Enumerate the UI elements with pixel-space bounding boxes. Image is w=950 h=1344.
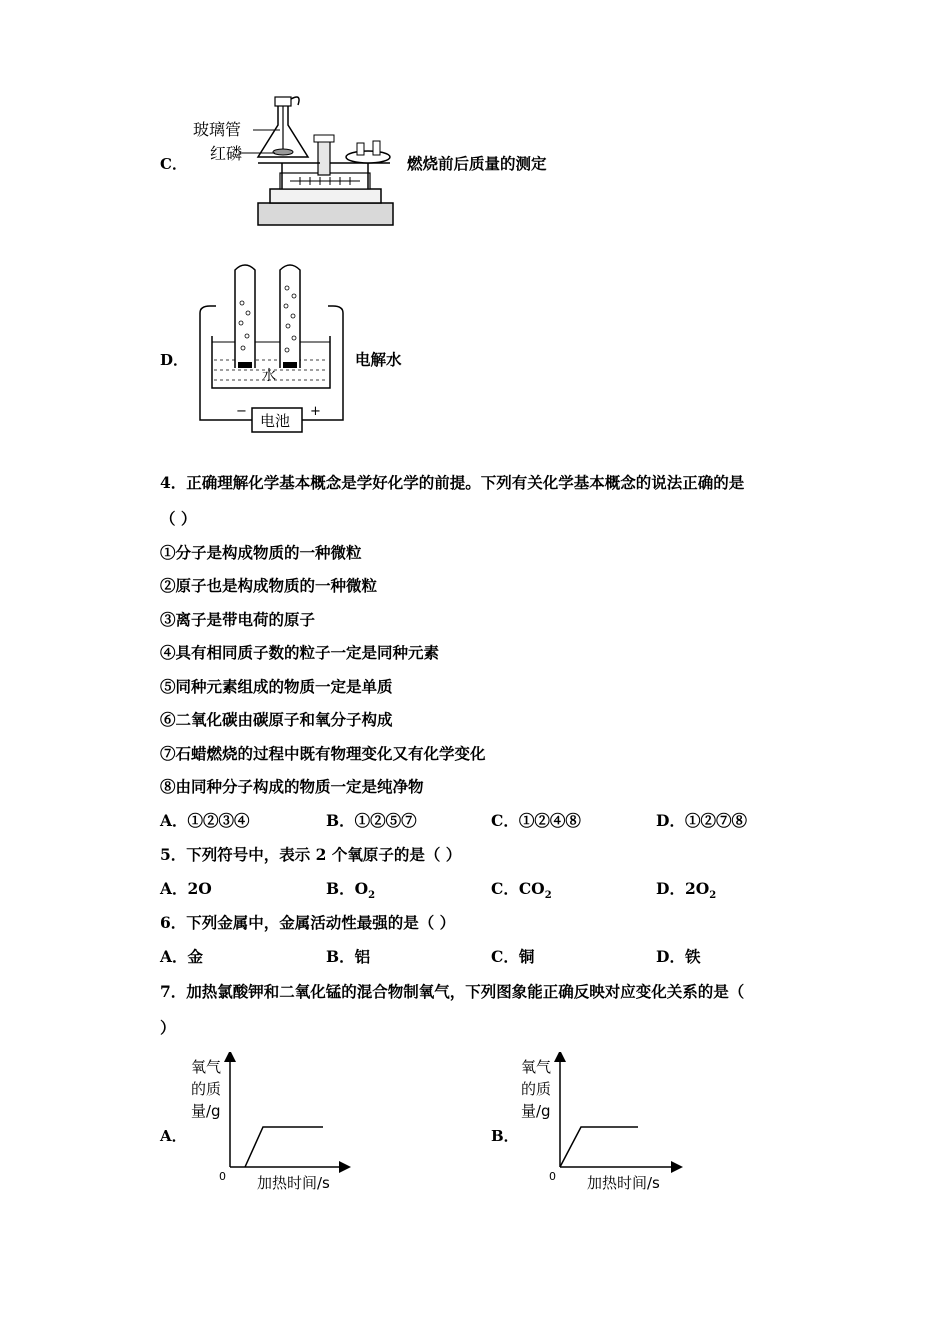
q6-option-b: B．铝 [326, 947, 371, 966]
balance-figure [190, 85, 410, 230]
q4-statement: ⑦石蜡燃烧的过程中既有物理变化又有化学变化 [160, 744, 486, 763]
graph-a-ylabel: 量/g [191, 1102, 221, 1120]
minus-sign: − [236, 404, 247, 419]
option-d-label: D． [160, 351, 189, 369]
q4-option-c: C．①②④⑧ [491, 811, 581, 830]
graph-b-xlabel: 加热时间/s [587, 1174, 660, 1192]
graph-a-origin: 0 [219, 1170, 226, 1183]
q4-statement: ②原子也是构成物质的一种微粒 [160, 576, 378, 595]
graph-a-label: A． [160, 1127, 187, 1145]
option-c-caption: 燃烧前后质量的测定 [407, 154, 547, 173]
q4-statement: ⑥二氧化碳由碳原子和氧分子构成 [160, 710, 393, 729]
graph-a-curve [245, 1127, 323, 1167]
graph-b [515, 1052, 685, 1192]
option-d-caption: 电解水 [355, 350, 402, 369]
plus-sign: + [310, 404, 321, 419]
q5-stem: 5．下列符号中，表示 2 个氧原子的是（ ） [160, 845, 462, 864]
q4-stem-brackets: （ ） [160, 509, 197, 528]
q4-stem: 4．正确理解化学基本概念是学好化学的前提。下列有关化学基本概念的说法正确的是 [160, 473, 745, 492]
graph-b-origin: 0 [549, 1170, 556, 1183]
q5-option-d: D．$2O_2$ [656, 879, 717, 902]
red-phosphorus-label: 红磷 [210, 144, 243, 163]
option-c-label: C． [160, 155, 187, 173]
graph-b-ylabel: 氧气 [521, 1058, 552, 1076]
q4-statement: ①分子是构成物质的一种微粒 [160, 543, 362, 562]
q4-option-a: A．①②③④ [160, 811, 250, 830]
q6-option-a: A．金 [160, 947, 204, 966]
q7-stem-bracket: ） [160, 1018, 176, 1037]
q5-option-a: A．2O [160, 879, 212, 898]
water-label: 水 [262, 368, 276, 384]
glass-tube-label: 玻璃管 [193, 120, 242, 139]
q4-statement: ③离子是带电荷的原子 [160, 610, 316, 629]
q5-option-c: C．$CO_2$ [491, 879, 552, 902]
q5-option-b: B．$O_2$ [326, 879, 376, 902]
q6-stem: 6．下列金属中，金属活动性最强的是（ ） [160, 913, 456, 932]
battery-label: 电池 [260, 412, 291, 430]
graph-b-label: B． [491, 1127, 519, 1145]
q4-option-b: B．①②⑤⑦ [326, 811, 417, 830]
graph-a-ylabel: 的质 [191, 1080, 222, 1098]
graph-a-ylabel: 氧气 [191, 1058, 222, 1076]
graph-a-xlabel: 加热时间/s [257, 1174, 330, 1192]
electrolysis-figure [190, 258, 355, 438]
graph-b-ylabel: 量/g [521, 1102, 551, 1120]
graph-a [185, 1052, 355, 1192]
q4-statement: ⑧由同种分子构成的物质一定是纯净物 [160, 777, 424, 796]
q4-statement: ⑤同种元素组成的物质一定是单质 [160, 677, 393, 696]
graph-b-ylabel: 的质 [521, 1080, 552, 1098]
q7-stem: 7．加热氯酸钾和二氧化锰的混合物制氧气，下列图象能正确反映对应变化关系的是（ [160, 982, 745, 1001]
q6-option-d: D．铁 [656, 947, 701, 966]
graph-b-curve [560, 1127, 638, 1167]
q4-option-d: D．①②⑦⑧ [656, 811, 747, 830]
q6-option-c: C．铜 [491, 947, 535, 966]
q4-statement: ④具有相同质子数的粒子一定是同种元素 [160, 643, 440, 662]
